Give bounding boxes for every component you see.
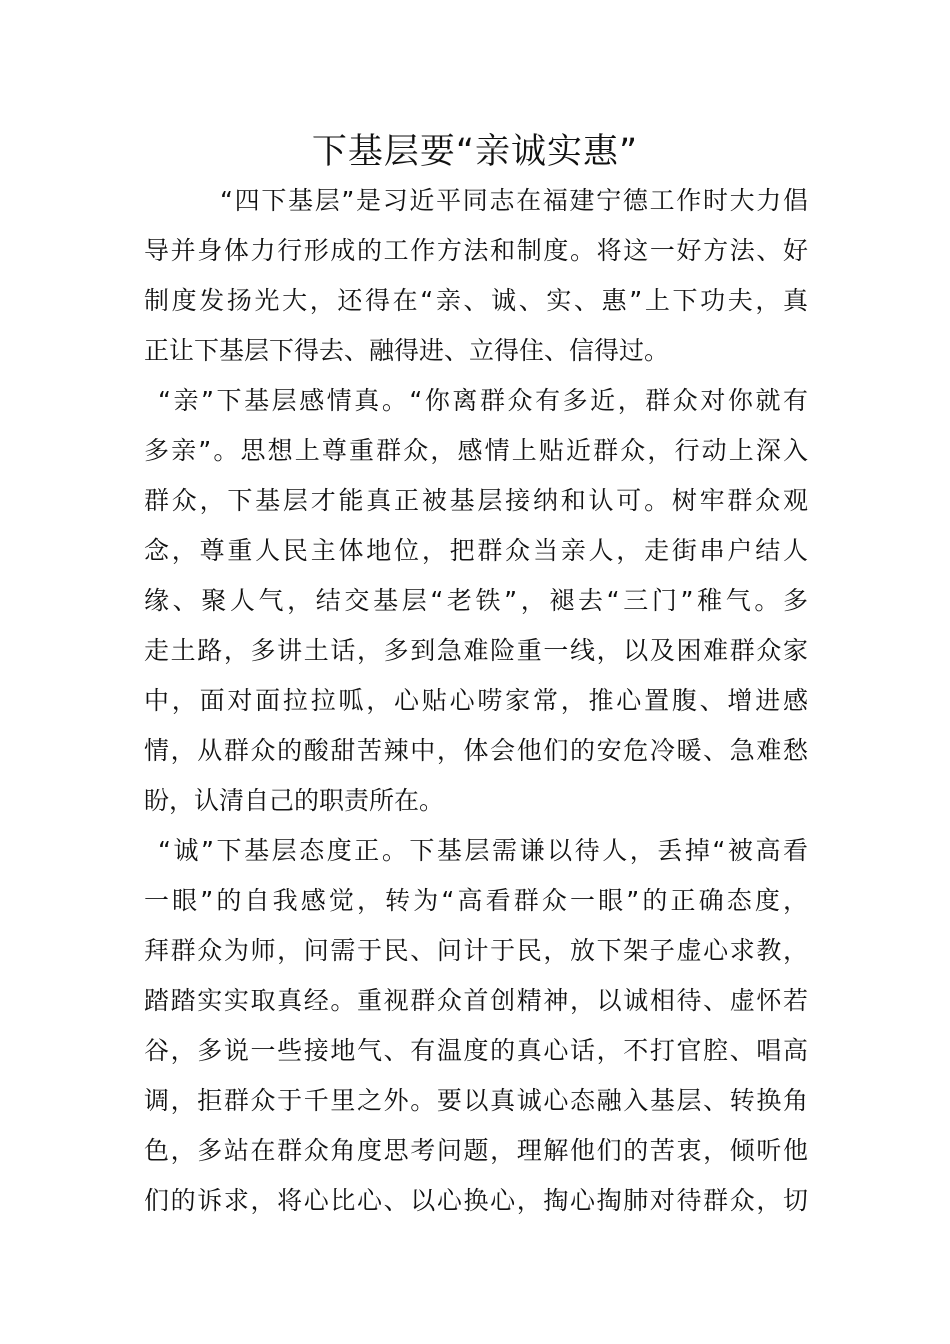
text-line: 导并身体力行形成的工作方法和制度。将这一好方法、好 bbox=[144, 236, 808, 265]
document-title: 下基层要“亲诚实惠” bbox=[311, 132, 639, 172]
text-line: 制度发扬光大，还得在“亲、诚、实、惠”上下功夫，真 bbox=[144, 286, 808, 315]
text-line: 缘、聚人气，结交基层“老铁”，褪去“三门”稚气。多 bbox=[144, 586, 808, 615]
text-line: 调，拒群众于千里之外。要以真诚心态融入基层、转换角 bbox=[144, 1086, 808, 1115]
text-line: 群众，下基层才能真正被基层接纳和认可。树牢群众观 bbox=[144, 486, 808, 515]
text-line: “诚”下基层态度正。下基层需谦以待人，丢掉“被高看 bbox=[158, 836, 808, 865]
text-line: 拜群众为师，问需于民、问计于民，放下架子虚心求教， bbox=[144, 936, 808, 965]
paragraph-intro bbox=[144, 176, 808, 376]
paragraph-qin bbox=[144, 376, 808, 826]
text-line: 念，尊重人民主体地位，把群众当亲人，走街串户结人 bbox=[144, 536, 808, 565]
paragraph-cheng bbox=[144, 826, 808, 1226]
text-line: 多亲”。思想上尊重群众，感情上贴近群众，行动上深入 bbox=[144, 436, 808, 465]
text-line: “亲”下基层感情真。“你离群众有多近，群众对你就有 bbox=[158, 386, 808, 415]
text-line: 色，多站在群众角度思考问题，理解他们的苦衷，倾听他 bbox=[144, 1136, 808, 1165]
text-line: 们的诉求，将心比心、以心换心，掏心掏肺对待群众，切 bbox=[144, 1186, 808, 1215]
text-line: 情，从群众的酸甜苦辣中，体会他们的安危冷暖、急难愁 bbox=[144, 736, 808, 765]
text-line: 踏踏实实取真经。重视群众首创精神，以诚相待、虚怀若 bbox=[144, 986, 808, 1015]
text-line: 正让下基层下得去、融得进、立得住、信得过。 bbox=[144, 336, 670, 365]
text-line: 盼，认清自己的职责所在。 bbox=[144, 786, 445, 815]
text-line: 谷，多说一些接地气、有温度的真心话，不打官腔、唱高 bbox=[144, 1036, 808, 1065]
text-line: 一眼”的自我感觉，转为“高看群众一眼”的正确态度， bbox=[144, 886, 808, 915]
text-line: “四下基层”是习近平同志在福建宁德工作时大力倡 bbox=[220, 186, 808, 215]
text-line: 中，面对面拉拉呱，心贴心唠家常，推心置腹、增进感 bbox=[144, 686, 808, 715]
document-body bbox=[144, 176, 808, 1226]
text-line: 走土路，多讲土话，多到急难险重一线，以及困难群众家 bbox=[144, 636, 808, 665]
